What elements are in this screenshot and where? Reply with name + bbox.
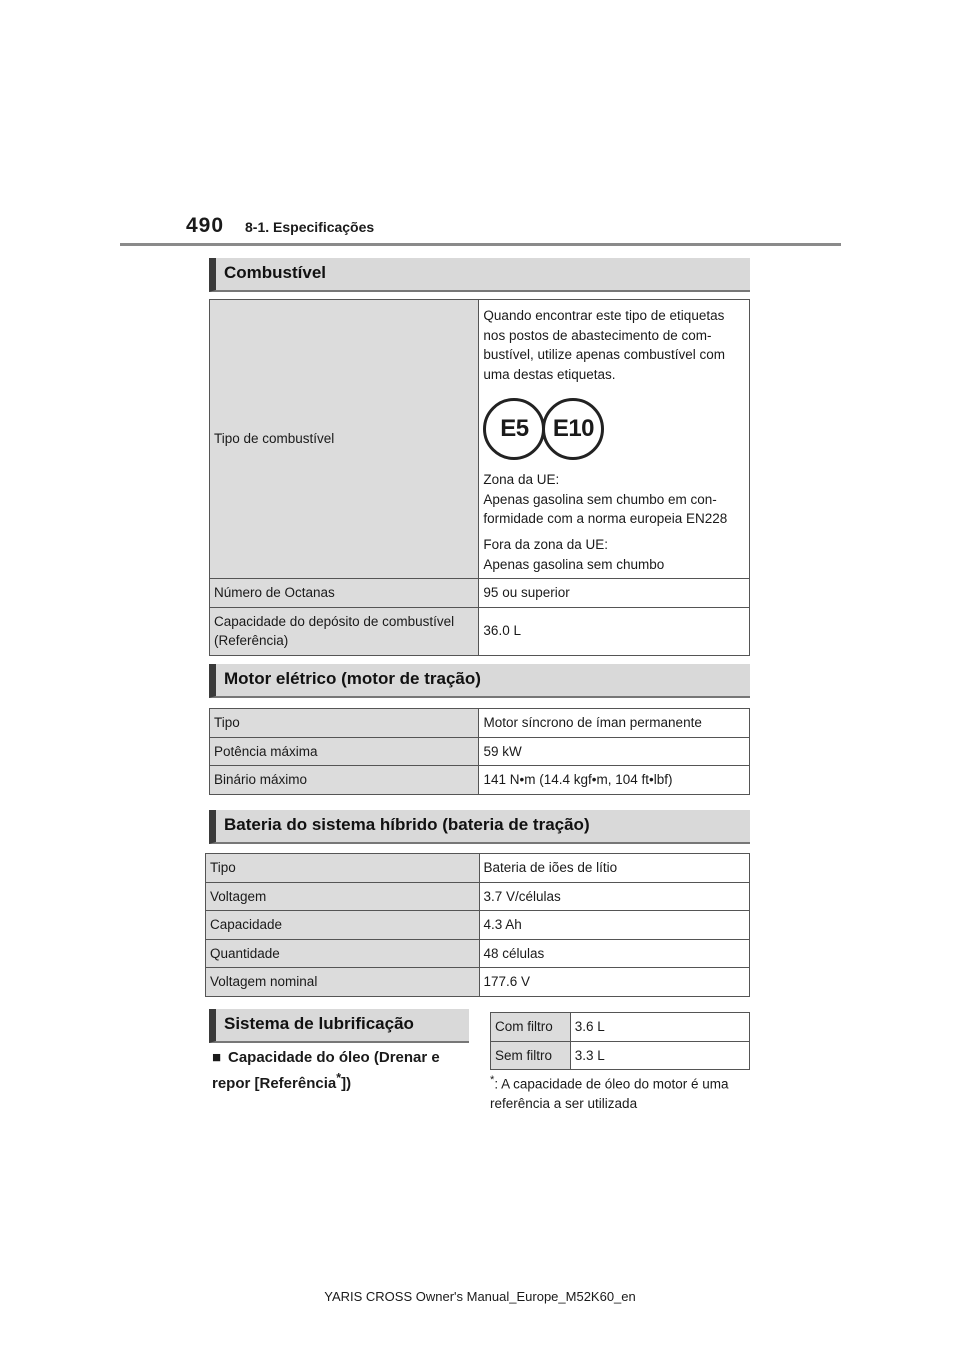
- battery-section-heading: Bateria do sistema híbrido (bateria de tração): [209, 810, 750, 844]
- fuel-type-label: Tipo de combustível: [210, 300, 479, 579]
- oil-capacity-text-end: ]): [341, 1075, 352, 1093]
- spec-label: Tipo: [206, 854, 480, 883]
- table-row: [210, 737, 750, 766]
- spec-label: Capacidade: [206, 911, 480, 940]
- e10-fuel-label-icon: E10: [542, 398, 604, 460]
- spec-value: 177.6 V: [479, 968, 749, 997]
- spec-value: 141 N•m (14.4 kgf•m, 104 ft•lbf): [479, 766, 750, 795]
- spec-label: Sem filtro: [491, 1041, 571, 1070]
- page-footer: YARIS CROSS Owner's Manual_Europe_M52K60_en: [324, 1289, 636, 1304]
- fuel-label-badges: [483, 398, 745, 460]
- oil-capacity-text: Capacidade do óleo (Drenar e repor [Referência: [212, 1049, 440, 1093]
- spec-label: Binário máximo: [210, 766, 479, 795]
- outside-eu-text: Apenas gasolina sem chumbo: [483, 556, 665, 572]
- spec-label: Voltagem: [206, 882, 480, 911]
- spec-label: Quantidade: [206, 939, 480, 968]
- oil-table: [490, 1012, 750, 1070]
- square-bullet-icon: ■: [212, 1049, 222, 1066]
- footnote-mark: *: [490, 1074, 495, 1086]
- table-row: [210, 607, 750, 655]
- spec-value: 3.3 L: [570, 1041, 749, 1070]
- motor-section-heading: Motor elétrico (motor de tração): [209, 664, 750, 698]
- spec-value: 3.6 L: [570, 1013, 749, 1042]
- table-row: [206, 854, 750, 883]
- spec-label: Com filtro: [491, 1013, 571, 1042]
- motor-table: [209, 708, 750, 795]
- spec-label: Número de Octanas: [210, 579, 479, 608]
- fuel-table: [209, 299, 750, 656]
- fuel-section-heading: Combustível: [209, 258, 750, 292]
- chapter-title: 8-1. Especificações: [245, 219, 375, 235]
- table-row: [206, 911, 750, 940]
- eu-zone-block: [483, 470, 745, 529]
- fuel-type-instruction: Quando encontrar este tipo de etiquetas nos postos de abastecimento de com-bustível, utilize apenas combustível com uma destas etiquetas.: [483, 308, 726, 382]
- spec-label: Capacidade do depósito de combustível (Referência): [210, 607, 479, 655]
- fuel-type-cell: [479, 300, 750, 579]
- spec-value: 3.7 V/células: [479, 882, 749, 911]
- table-row: [210, 579, 750, 608]
- spec-value: 48 células: [479, 939, 749, 968]
- spec-value: 59 kW: [479, 737, 750, 766]
- table-row: [491, 1041, 750, 1070]
- table-row: [206, 939, 750, 968]
- outside-eu-title: Fora da zona da UE:: [483, 536, 608, 552]
- table-row: [206, 882, 750, 911]
- table-row: [210, 766, 750, 795]
- spec-label: Potência máxima: [210, 737, 479, 766]
- spec-label: Tipo: [210, 709, 479, 738]
- header-divider: [120, 243, 841, 246]
- oil-capacity-footnote-ref: *: [336, 1071, 342, 1086]
- table-row: [210, 709, 750, 738]
- eu-zone-title: Zona da UE:: [483, 472, 560, 488]
- lubrication-section-heading: Sistema de lubrificação: [209, 1009, 469, 1043]
- footnote-text: : A capacidade de óleo do motor é uma referência a ser utilizada: [490, 1076, 729, 1112]
- spec-label: Voltagem nominal: [206, 968, 480, 997]
- spec-value: Bateria de iões de lítio: [479, 854, 749, 883]
- page-number: 490: [186, 214, 225, 237]
- spec-value: 36.0 L: [479, 607, 750, 655]
- footnote: [490, 1072, 760, 1114]
- eu-zone-text: Apenas gasolina sem chumbo em con-formidade com a norma europeia EN228: [483, 491, 728, 527]
- e5-fuel-label-icon: E5: [483, 398, 545, 460]
- spec-value: 4.3 Ah: [479, 911, 749, 940]
- table-row: [491, 1013, 750, 1042]
- table-row: [206, 968, 750, 997]
- table-row: [210, 300, 750, 579]
- battery-table: [205, 853, 750, 997]
- oil-capacity-label: [212, 1046, 472, 1096]
- spec-value: Motor síncrono de íman permanente: [479, 709, 750, 738]
- spec-value: 95 ou superior: [479, 579, 750, 608]
- outside-eu-block: [483, 535, 745, 574]
